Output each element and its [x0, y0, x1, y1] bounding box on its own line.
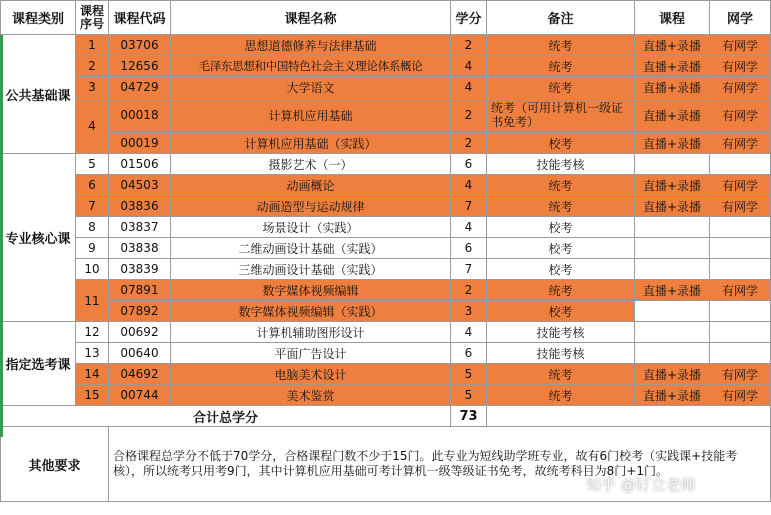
cell-course [635, 343, 710, 364]
cell-credit: 4 [451, 322, 487, 343]
cell-code: 04729 [109, 77, 171, 98]
header-online: 网学 [710, 1, 771, 35]
table-row [1, 154, 771, 175]
watermark: 知乎 @钉立老师 [586, 476, 696, 494]
cell-name: 平面广告设计 [171, 343, 451, 364]
cell-online [710, 343, 771, 364]
cell-course [635, 217, 710, 238]
cell-credit: 6 [451, 154, 487, 175]
cell-note: 统考（可用计算机一级证书免考） [487, 98, 635, 133]
cell-seq: 1 [76, 35, 109, 56]
cell-course: 直播+录播 [635, 175, 710, 196]
cell-course: 直播+录播 [635, 56, 710, 77]
cell-note: 校考 [487, 259, 635, 280]
cell-credit: 4 [451, 217, 487, 238]
cell-online: 有网学 [710, 385, 771, 406]
cell-course: 直播+录播 [635, 35, 710, 56]
cell-online [710, 154, 771, 175]
cell-name: 摄影艺术（一） [171, 154, 451, 175]
header-row [1, 1, 771, 35]
cell-credit: 7 [451, 196, 487, 217]
cell-code: 00692 [109, 322, 171, 343]
cell-credit: 4 [451, 77, 487, 98]
cell-online: 有网学 [710, 175, 771, 196]
total-label: 合计总学分 [1, 406, 451, 427]
cell-credit: 2 [451, 280, 487, 301]
cell-online: 有网学 [710, 364, 771, 385]
cell-name: 计算机辅助图形设计 [171, 322, 451, 343]
cell-name: 场景设计（实践） [171, 217, 451, 238]
cell-credit: 5 [451, 364, 487, 385]
cell-seq: 8 [76, 217, 109, 238]
cell-credit: 4 [451, 175, 487, 196]
header-name: 课程名称 [171, 1, 451, 35]
cell-note: 统考 [487, 196, 635, 217]
cell-note: 统考 [487, 175, 635, 196]
cell-online: 有网学 [710, 196, 771, 217]
cell-note: 统考 [487, 35, 635, 56]
table-row [1, 238, 771, 259]
header-seq: 课程序号 [76, 1, 109, 35]
cell-note: 统考 [487, 364, 635, 385]
cell-course: 直播+录播 [635, 280, 710, 301]
cell-seq: 9 [76, 238, 109, 259]
cell-note: 技能考核 [487, 154, 635, 175]
cell-seq: 7 [76, 196, 109, 217]
cell-code: 03838 [109, 238, 171, 259]
header-note: 备注 [487, 1, 635, 35]
cell-name: 计算机应用基础（实践） [171, 133, 451, 154]
cell-code: 12656 [109, 56, 171, 77]
category-core: 专业核心课 [1, 154, 76, 322]
table-row [1, 98, 771, 133]
table-row [1, 77, 771, 98]
cell-course: 直播+录播 [635, 385, 710, 406]
cell-name: 三维动画设计基础（实践） [171, 259, 451, 280]
cell-code: 00018 [109, 98, 171, 133]
total-blank [487, 406, 771, 427]
cell-seq: 12 [76, 322, 109, 343]
category-elective: 指定选考课 [1, 322, 76, 406]
cell-online [710, 259, 771, 280]
cell-note: 技能考核 [487, 343, 635, 364]
cell-name: 思想道德修养与法律基础 [171, 35, 451, 56]
table-row [1, 56, 771, 77]
table-row [1, 301, 771, 322]
cell-course: 直播+录播 [635, 98, 710, 133]
table-row [1, 280, 771, 301]
table-row [1, 175, 771, 196]
cell-code: 01506 [109, 154, 171, 175]
cell-note: 校考 [487, 133, 635, 154]
cell-online: 有网学 [710, 77, 771, 98]
cell-code: 04692 [109, 364, 171, 385]
cell-credit: 4 [451, 56, 487, 77]
cell-credit: 2 [451, 35, 487, 56]
cell-code: 07891 [109, 280, 171, 301]
cell-online [710, 322, 771, 343]
cell-code: 03706 [109, 35, 171, 56]
cell-online: 有网学 [710, 35, 771, 56]
cell-name: 动画概论 [171, 175, 451, 196]
total-value: 73 [451, 406, 487, 427]
category-public: 公共基础课 [1, 35, 76, 154]
header-code: 课程代码 [109, 1, 171, 35]
cell-note: 校考 [487, 301, 635, 322]
cell-course [635, 238, 710, 259]
cell-course: 直播+录播 [635, 196, 710, 217]
cell-course: 直播+录播 [635, 77, 710, 98]
cell-seq: 14 [76, 364, 109, 385]
cell-course [635, 259, 710, 280]
cell-name: 美术鉴赏 [171, 385, 451, 406]
cell-name: 数字媒体视频编辑（实践） [171, 301, 451, 322]
cell-note: 统考 [487, 385, 635, 406]
cell-name: 计算机应用基础 [171, 98, 451, 133]
cell-course [635, 154, 710, 175]
cell-code: 03836 [109, 196, 171, 217]
table-row [1, 364, 771, 385]
cell-credit: 5 [451, 385, 487, 406]
cell-course: 直播+录播 [635, 364, 710, 385]
cell-seq: 6 [76, 175, 109, 196]
cell-seq: 15 [76, 385, 109, 406]
cell-name: 电脑美术设计 [171, 364, 451, 385]
header-course: 课程 [635, 1, 710, 35]
cell-name: 二维动画设计基础（实践） [171, 238, 451, 259]
cell-course [635, 301, 710, 322]
cell-name: 数字媒体视频编辑 [171, 280, 451, 301]
table-row [1, 35, 771, 56]
requirements-row [1, 427, 771, 502]
cell-seq: 13 [76, 343, 109, 364]
cell-online: 有网学 [710, 56, 771, 77]
cell-course [635, 322, 710, 343]
cell-seq: 2 [76, 56, 109, 77]
cell-seq: 5 [76, 154, 109, 175]
header-category: 课程类别 [1, 1, 76, 35]
cell-code: 03837 [109, 217, 171, 238]
table-row [1, 196, 771, 217]
cell-credit: 2 [451, 98, 487, 133]
table-row [1, 133, 771, 154]
table-row [1, 322, 771, 343]
cell-credit: 6 [451, 238, 487, 259]
cell-note: 技能考核 [487, 322, 635, 343]
table-row [1, 259, 771, 280]
table-row [1, 217, 771, 238]
total-row [1, 406, 771, 427]
cell-credit: 3 [451, 301, 487, 322]
cell-online: 有网学 [710, 280, 771, 301]
cell-note: 统考 [487, 280, 635, 301]
cell-seq: 3 [76, 77, 109, 98]
cell-note: 校考 [487, 238, 635, 259]
table-row [1, 385, 771, 406]
cell-course: 直播+录播 [635, 133, 710, 154]
requirements-label: 其他要求 [1, 427, 109, 502]
selection-edge-marker [0, 35, 3, 437]
header-credit: 学分 [451, 1, 487, 35]
cell-credit: 6 [451, 343, 487, 364]
cell-credit: 2 [451, 133, 487, 154]
cell-online: 有网学 [710, 133, 771, 154]
cell-code: 00019 [109, 133, 171, 154]
cell-seq: 4 [76, 98, 109, 154]
cell-note: 校考 [487, 217, 635, 238]
cell-online: 有网学 [710, 98, 771, 133]
cell-code: 00640 [109, 343, 171, 364]
cell-code: 07892 [109, 301, 171, 322]
cell-code: 04503 [109, 175, 171, 196]
cell-seq: 10 [76, 259, 109, 280]
cell-credit: 7 [451, 259, 487, 280]
cell-name: 大学语文 [171, 77, 451, 98]
cell-note: 统考 [487, 56, 635, 77]
cell-seq: 11 [76, 280, 109, 322]
cell-name: 毛泽东思想和中国特色社会主义理论体系概论 [171, 56, 451, 77]
table-row [1, 343, 771, 364]
cell-online [710, 217, 771, 238]
requirements-text: 合格课程总学分不低于70学分，合格课程门数不少于15门。此专业为短线助学班专业，故有6门校考（实践课+技能考核），所以统考只用考9门，其中计算机应用基础可考计算机一级等级证书免考，故统考科目为8门+1门。 [109, 427, 771, 502]
cell-code: 03839 [109, 259, 171, 280]
cell-code: 00744 [109, 385, 171, 406]
cell-online [710, 301, 771, 322]
cell-name: 动画造型与运动规律 [171, 196, 451, 217]
table-body [1, 1, 771, 502]
cell-online [710, 238, 771, 259]
cell-note: 统考 [487, 77, 635, 98]
